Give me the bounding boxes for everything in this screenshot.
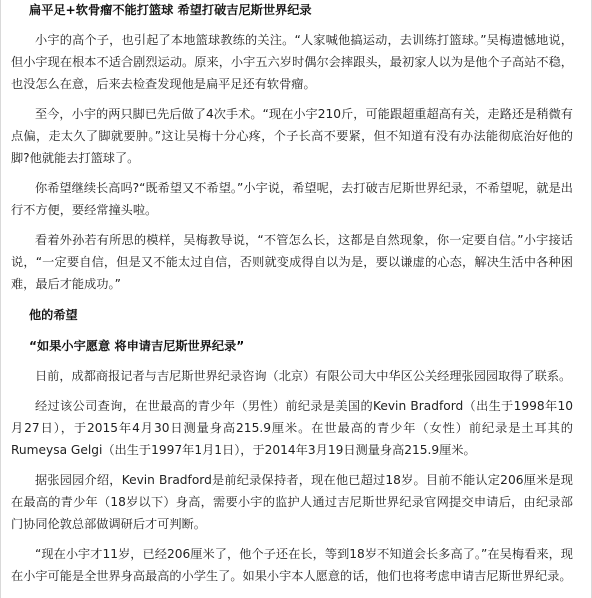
section-heading-flat-feet: 扁平足+软骨瘤不能打篮球 希望打破吉尼斯世界纪录	[29, 3, 312, 17]
article-paragraph: 日前，成都商报记者与吉尼斯世界纪录咨询（北京）有限公司大中华区公关经理张园园取得了联系。	[35, 369, 572, 383]
article-paragraph: 小宇的高个子，也引起了本地篮球教练的关注。“人家喊他搞运动，去训练打篮球。”吴梅遗憾地说，但小宇现在根本不适合剧烈运动。原来，小宇五六岁时偶尔会摔跟头，最初家人以为是他个子高站不稳，也没怎么在意，后来去检查发现他是扁平足还有软骨瘤。	[11, 33, 573, 91]
article-paragraph: 至今，小宇的两只脚已先后做了4次手术。“现在小宇210斤，可能跟超重超高有关，走路还是稍微有点偏，走太久了脚就要肿。”这让吴梅十分心疼，个子长高不要紧，但不知道有没有办法能彻底治好他的脚?他就能去打篮球了。	[11, 107, 573, 165]
article-paragraph: 看着外孙若有所思的模样，吴梅教导说，“不管怎么长，这都是自然现象，你一定要自信。”小宇接话说，“一定要自信，但是又不能太过自信，否则就变成得自以为是，要以谦虚的心态，解决生活中各种困难，最后才能成功。”	[11, 233, 573, 291]
article-paragraph: 据张园园介绍，Kevin Bradford是前纪录保持者，现在他已超过18岁。目前不能认定206厘米是现在最高的青少年（18岁以下）身高，需要小宇的监护人通过吉尼斯世界纪录官网提交申请后，由纪录部门协同伦敦总部做调研后才可判断。	[11, 473, 573, 531]
article-paragraph: 经过该公司查询，在世最高的青少年（男性）前纪录是美国的Kevin Bradford（出生于1998年10月27日），于2015年4月30日测量身高215.9厘米。在世最高的青少年（女性）前纪录是土耳其的Rumeysa Gelgi（出生于1997年1月1日），于2014年3月19日测量身高215.9厘米。	[11, 399, 573, 457]
article-content	[11, 0, 573, 587]
section-heading-his-hope: 他的希望	[29, 308, 78, 322]
article-paragraph: “现在小宇才11岁，已经206厘米了，他个子还在长，等到18岁不知道会长多高了。”在吴梅看来，现在小宇可能是全世界身高最高的小学生了。如果小宇本人愿意的话，他们也将考虑申请吉尼斯世界纪录。	[11, 547, 573, 583]
article-paragraph: 你希望继续长高吗?“既希望又不希望。”小宇说，希望呢，去打破吉尼斯世界纪录，不希望呢，就是出行不方便，要经常撞头啦。	[11, 181, 573, 217]
section-heading-guinness: “如果小宇愿意 将申请吉尼斯世界纪录”	[29, 339, 245, 353]
